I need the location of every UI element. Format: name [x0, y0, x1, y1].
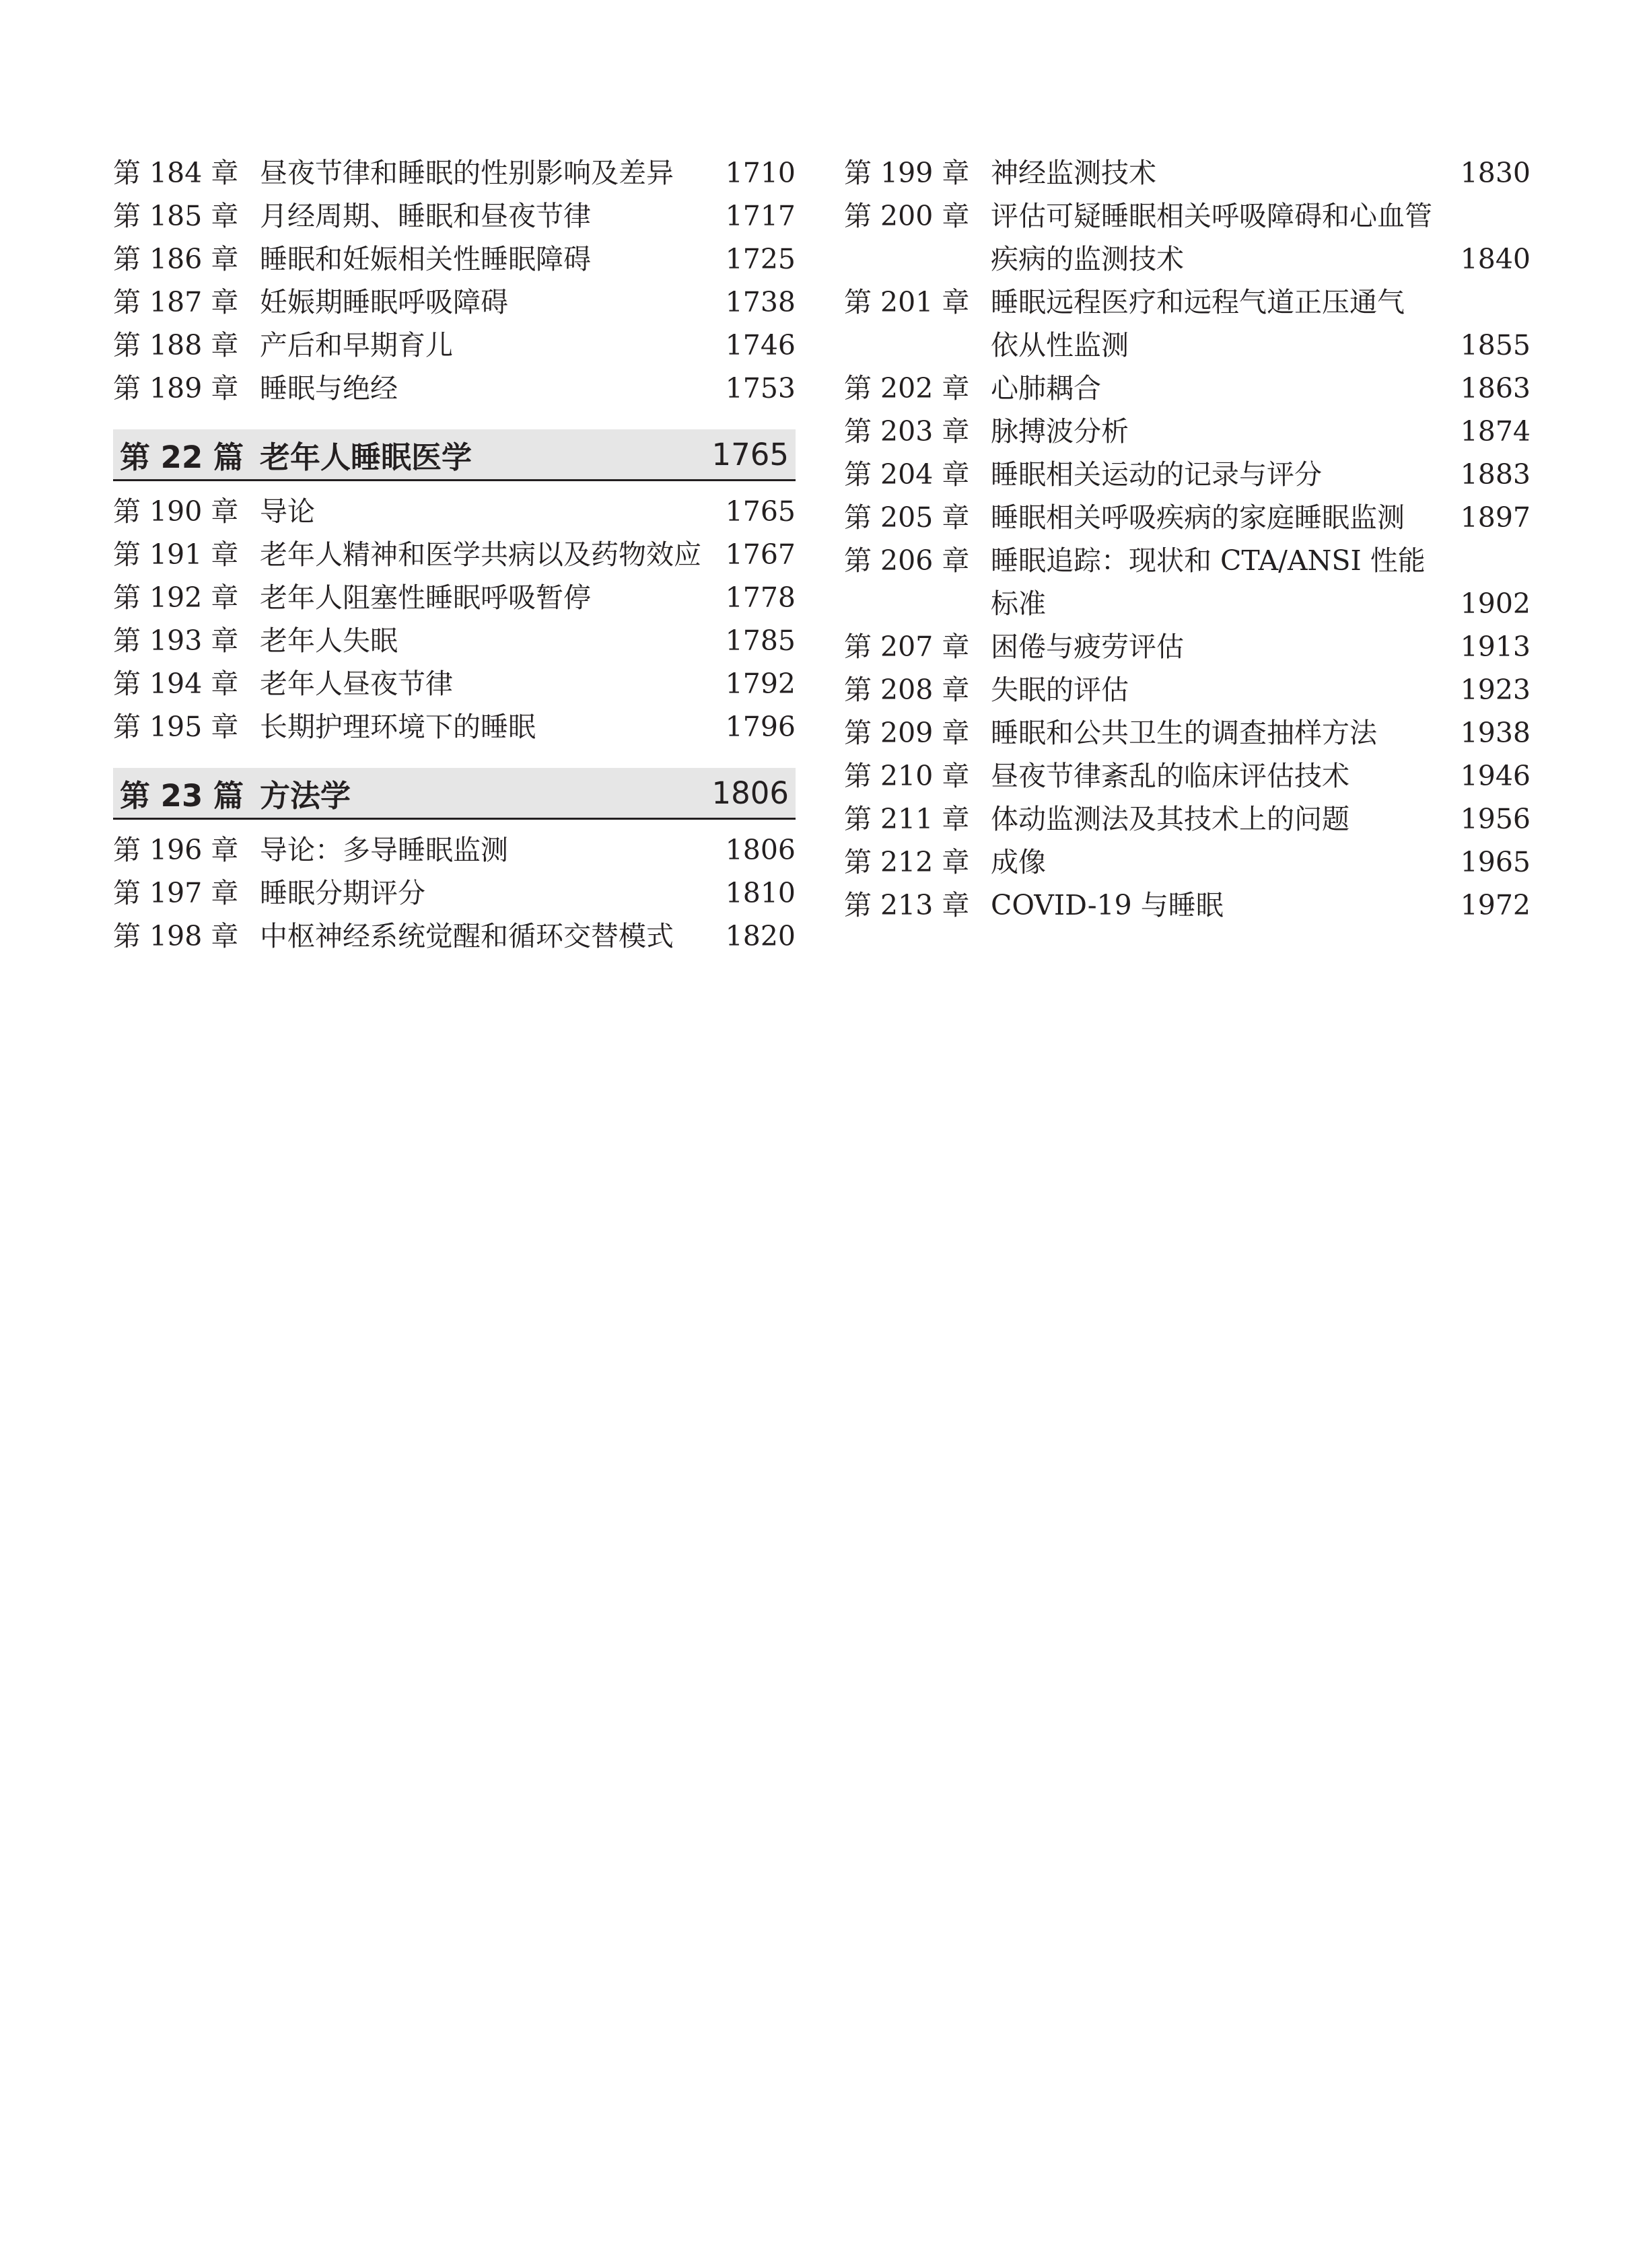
toc-entry: [113, 533, 796, 576]
chapter-number: 第 213 章: [844, 889, 970, 921]
chapter-number: 第 190 章: [113, 495, 239, 528]
chapter-page: 1765: [725, 495, 796, 528]
chapter-title: 昼夜节律紊乱的临床评估技术: [991, 760, 1349, 792]
toc-entry-line: [844, 625, 1531, 668]
toc-entry: [113, 828, 796, 872]
part-page: 1806: [711, 775, 789, 811]
chapter-number: 第 192 章: [113, 581, 239, 614]
chapter-number: 第 203 章: [844, 415, 970, 448]
chapter-title: 睡眠相关呼吸疾病的家庭睡眠监测: [991, 501, 1405, 534]
chapter-number: 第 201 章: [844, 286, 970, 318]
chapter-number: 第 210 章: [844, 760, 970, 792]
chapter-number: 第 202 章: [844, 372, 970, 404]
chapter-page: 1792: [725, 668, 796, 700]
toc-entry: [844, 841, 1531, 884]
toc-entry-line: [113, 151, 796, 194]
chapter-page: 1710: [725, 157, 796, 189]
toc-entry: [844, 711, 1531, 754]
chapter-page: 1913: [1460, 631, 1531, 663]
chapter-number: 第 189 章: [113, 372, 239, 404]
chapter-number: 第 206 章: [844, 544, 970, 577]
toc-entry: [844, 367, 1531, 410]
chapter-title: 老年人昼夜节律: [260, 668, 453, 700]
chapter-title: 导论: [260, 495, 315, 528]
toc-entry: [113, 705, 796, 748]
toc-left-column: [113, 151, 796, 958]
chapter-number: 第 207 章: [844, 631, 970, 663]
toc-right-column: [844, 151, 1531, 927]
toc-entry-line: [844, 711, 1531, 754]
chapter-number: 第 193 章: [113, 625, 239, 657]
toc-entry: [844, 496, 1531, 539]
chapter-title: 体动监测法及其技术上的问题: [991, 803, 1349, 835]
chapter-page: 1902: [1460, 588, 1531, 620]
part-heading: [113, 429, 796, 481]
chapter-list: [113, 490, 796, 748]
chapter-page: 1767: [725, 538, 796, 571]
chapter-number: 第 196 章: [113, 834, 239, 866]
toc-entry-line: [844, 539, 1531, 582]
chapter-title: 成像: [991, 846, 1046, 878]
chapter-number: 第 188 章: [113, 329, 239, 361]
chapter-page: 1863: [1460, 372, 1531, 404]
toc-entry: [844, 194, 1531, 281]
chapter-number: 第 184 章: [113, 157, 239, 189]
toc-entry: [844, 668, 1531, 711]
chapter-page: 1972: [1460, 889, 1531, 921]
chapter-page: 1717: [725, 200, 796, 232]
part-number: 第 23 篇: [120, 777, 244, 814]
chapter-title: 睡眠分期评分: [260, 877, 425, 909]
toc-entry-line: [844, 194, 1531, 238]
chapter-title: 长期护理环境下的睡眠: [260, 711, 536, 743]
toc-entry-line: [844, 841, 1531, 884]
toc-entry: [844, 281, 1531, 367]
chapter-page: 1946: [1460, 760, 1531, 792]
chapter-title-continued: 疾病的监测技术: [991, 243, 1184, 275]
chapter-page: 1938: [1460, 717, 1531, 749]
toc-entry-line: [113, 238, 796, 281]
toc-entry-line: [844, 754, 1531, 798]
chapter-page: 1796: [725, 711, 796, 743]
toc-entry-line: [844, 884, 1531, 927]
toc-entry: [844, 410, 1531, 453]
chapter-page: 1738: [725, 286, 796, 318]
chapter-list: [844, 151, 1531, 927]
toc-entry: [844, 625, 1531, 668]
toc-entry: [113, 194, 796, 238]
chapter-page: 1923: [1460, 674, 1531, 706]
toc-entry-line: [113, 281, 796, 324]
chapter-page: 1897: [1460, 501, 1531, 534]
chapter-title: 困倦与疲劳评估: [991, 631, 1184, 663]
chapter-number: 第 208 章: [844, 674, 970, 706]
toc-entry: [844, 798, 1531, 841]
toc-entry: [113, 281, 796, 324]
chapter-number: 第 209 章: [844, 717, 970, 749]
toc-entry-line: [844, 453, 1531, 496]
chapter-page: 1855: [1460, 329, 1531, 361]
chapter-number: 第 191 章: [113, 538, 239, 571]
toc-entry-line: [113, 915, 796, 958]
toc-entry-line: [844, 798, 1531, 841]
toc-entry-line: [113, 662, 796, 705]
toc-entry-line: [844, 281, 1531, 324]
toc-entry-line: [844, 668, 1531, 711]
chapter-number: 第 205 章: [844, 501, 970, 534]
chapter-number: 第 198 章: [113, 920, 239, 952]
chapter-page: 1746: [725, 329, 796, 361]
chapter-title: 睡眠与绝经: [260, 372, 398, 404]
toc-entry-line: [844, 496, 1531, 539]
chapter-number: 第 204 章: [844, 458, 970, 491]
part-page: 1765: [711, 436, 789, 472]
toc-entry: [844, 151, 1531, 194]
chapter-page: 1840: [1460, 243, 1531, 275]
toc-entry: [113, 324, 796, 367]
chapter-number: 第 185 章: [113, 200, 239, 232]
toc-entry: [113, 872, 796, 915]
part-number: 第 22 篇: [120, 439, 244, 475]
chapter-title: 睡眠远程医疗和远程气道正压通气: [991, 286, 1405, 318]
chapter-list: [113, 151, 796, 410]
toc-entry: [844, 884, 1531, 927]
chapter-title: COVID-19 与睡眠: [991, 889, 1224, 921]
toc-entry: [113, 490, 796, 533]
toc-entry: [113, 915, 796, 958]
toc-entry-line: [113, 619, 796, 662]
toc-entry: [113, 151, 796, 194]
toc-entry-line: [113, 533, 796, 576]
chapter-title: 睡眠追踪：现状和 CTA/ANSI 性能: [991, 544, 1426, 577]
chapter-title: 神经监测技术: [991, 157, 1156, 189]
part-title: 老年人睡眠医学: [260, 439, 472, 475]
toc-entry: [113, 238, 796, 281]
chapter-title-continued: 依从性监测: [991, 329, 1129, 361]
toc-entry-line: [113, 705, 796, 748]
chapter-title: 导论：多导睡眠监测: [260, 834, 508, 866]
chapter-title: 产后和早期育儿: [260, 329, 453, 361]
chapter-page: 1753: [725, 372, 796, 404]
toc-entry: [113, 662, 796, 705]
chapter-page: 1820: [725, 920, 796, 952]
chapter-title: 评估可疑睡眠相关呼吸障碍和心血管: [991, 200, 1432, 232]
chapter-page: 1956: [1460, 803, 1531, 835]
chapter-number: 第 200 章: [844, 200, 970, 232]
chapter-page: 1725: [725, 243, 796, 275]
chapter-title: 失眠的评估: [991, 674, 1129, 706]
toc-entry: [844, 453, 1531, 496]
toc-entry-line: [844, 238, 1531, 281]
toc-entry-line: [113, 367, 796, 410]
toc-entry-line: [844, 151, 1531, 194]
toc-entry-line: [113, 872, 796, 915]
chapter-page: 1810: [725, 877, 796, 909]
chapter-title: 中枢神经系统觉醒和循环交替模式: [260, 920, 674, 952]
chapter-page: 1965: [1460, 846, 1531, 878]
chapter-title: 老年人失眠: [260, 625, 398, 657]
chapter-number: 第 199 章: [844, 157, 970, 189]
toc-entry-line: [113, 576, 796, 619]
toc-entry-line: [113, 490, 796, 533]
chapter-page: 1785: [725, 625, 796, 657]
chapter-title: 月经周期、睡眠和昼夜节律: [260, 200, 591, 232]
chapter-page: 1883: [1460, 458, 1531, 491]
toc-entry: [844, 539, 1531, 625]
toc-entry-line: [113, 194, 796, 238]
chapter-number: 第 187 章: [113, 286, 239, 318]
toc-entry: [844, 754, 1531, 798]
part-title: 方法学: [260, 777, 351, 814]
toc-entry-line: [844, 410, 1531, 453]
chapter-title: 妊娠期睡眠呼吸障碍: [260, 286, 508, 318]
chapter-number: 第 195 章: [113, 711, 239, 743]
chapter-title: 脉搏波分析: [991, 415, 1129, 448]
chapter-title-continued: 标准: [991, 588, 1046, 620]
toc-entry-line: [113, 828, 796, 872]
chapter-title: 睡眠相关运动的记录与评分: [991, 458, 1322, 491]
chapter-number: 第 212 章: [844, 846, 970, 878]
toc-entry-line: [844, 324, 1531, 367]
toc-entry-line: [844, 582, 1531, 625]
toc-entry: [113, 367, 796, 410]
chapter-page: 1874: [1460, 415, 1531, 448]
chapter-title: 睡眠和公共卫生的调查抽样方法: [991, 717, 1377, 749]
part-heading: [113, 768, 796, 820]
chapter-page: 1806: [725, 834, 796, 866]
chapter-title: 睡眠和妊娠相关性睡眠障碍: [260, 243, 591, 275]
chapter-number: 第 194 章: [113, 668, 239, 700]
chapter-title: 老年人精神和医学共病以及药物效应: [260, 538, 701, 571]
chapter-page: 1830: [1460, 157, 1531, 189]
toc-entry: [113, 576, 796, 619]
toc-entry-line: [113, 324, 796, 367]
chapter-title: 昼夜节律和睡眠的性别影响及差异: [260, 157, 674, 189]
chapter-title: 老年人阻塞性睡眠呼吸暂停: [260, 581, 591, 614]
toc-entry: [113, 619, 796, 662]
toc-entry-line: [844, 367, 1531, 410]
chapter-title: 心肺耦合: [991, 372, 1101, 404]
chapter-page: 1778: [725, 581, 796, 614]
chapter-list: [113, 828, 796, 958]
chapter-number: 第 211 章: [844, 803, 970, 835]
chapter-number: 第 197 章: [113, 877, 239, 909]
chapter-number: 第 186 章: [113, 243, 239, 275]
